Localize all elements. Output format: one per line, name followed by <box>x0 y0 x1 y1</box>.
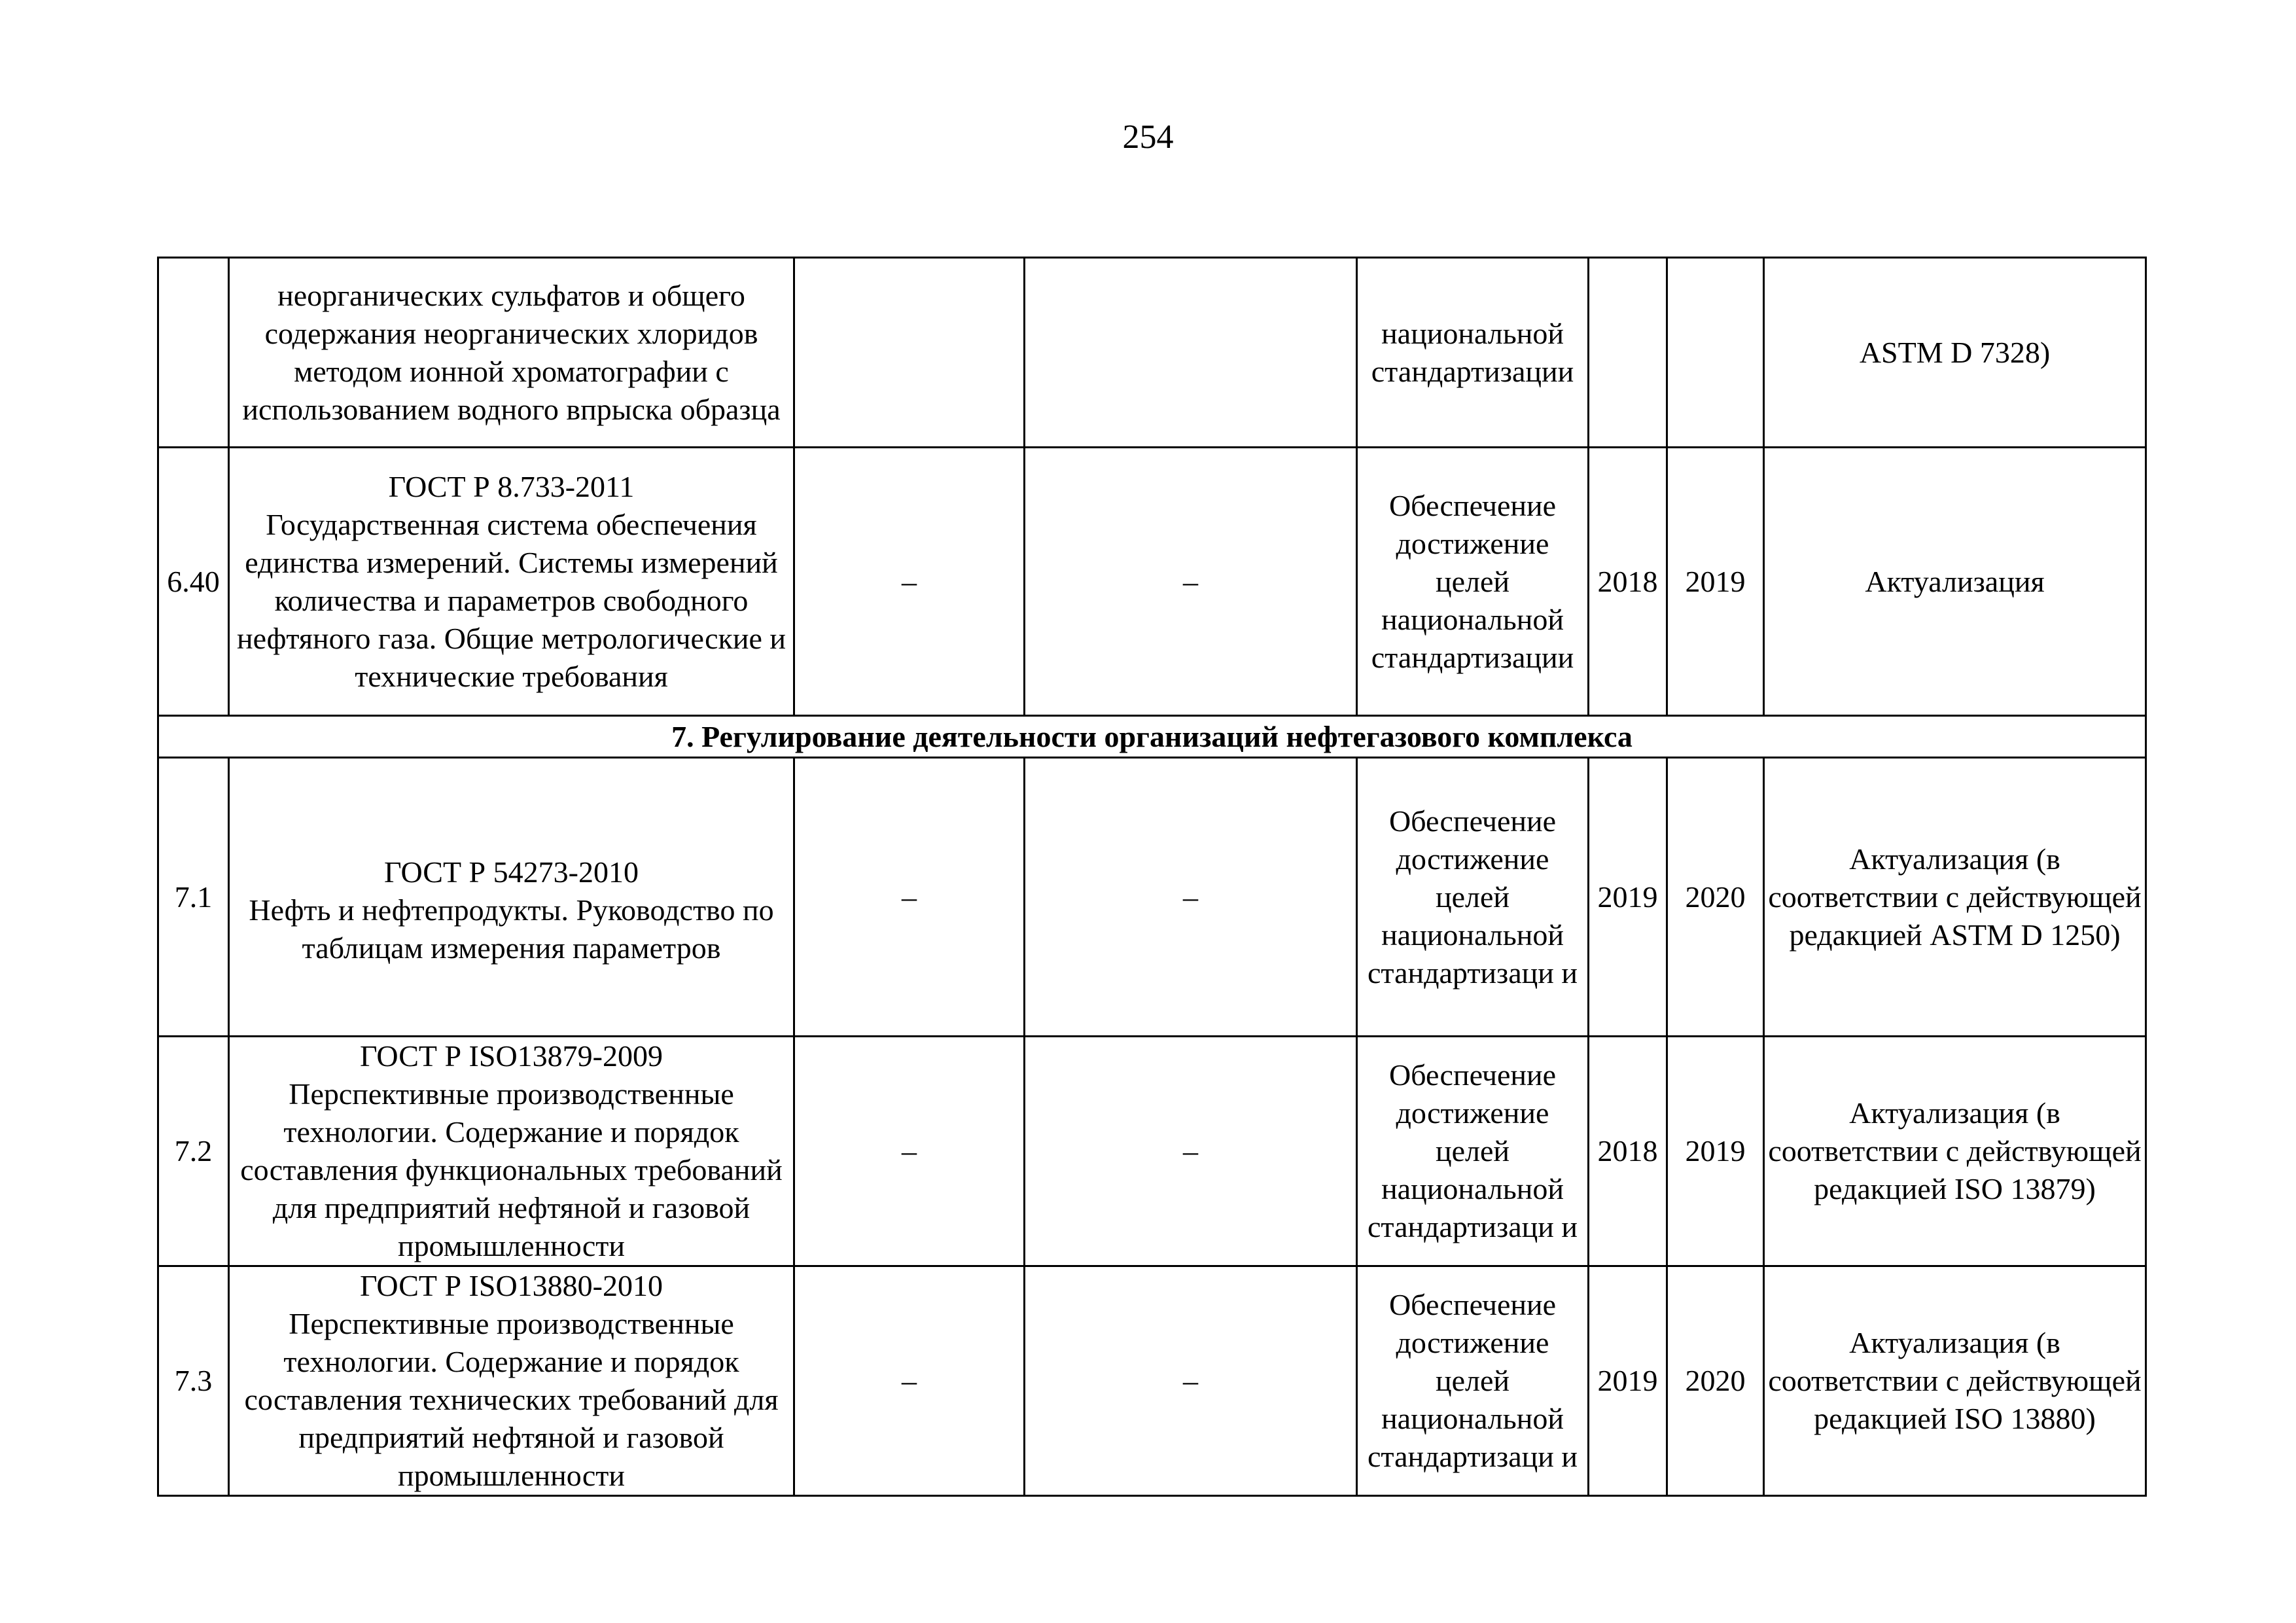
goal-cell: Обеспечение достижение целей национальной стандартизации <box>1357 448 1589 716</box>
standard-title-cell <box>229 448 794 716</box>
cell-col3 <box>794 258 1025 448</box>
table-row <box>158 758 2146 1037</box>
cell-col3: – <box>794 448 1025 716</box>
standard-title-cell <box>229 758 794 1037</box>
standard-title: неорганических сульфатов и общего содержания неорганических хлоридов методом ионной хроматографии с использованием водного впрыска образца <box>242 278 781 426</box>
cell-col3: – <box>794 758 1025 1037</box>
table-row <box>158 448 2146 716</box>
cell-col3: – <box>794 1266 1025 1496</box>
section-title: 7. Регулирование деятельности организаций нефтегазового комплекса <box>158 716 2146 758</box>
goal-cell: Обеспечение достижение целей национальной стандартизаци и <box>1357 758 1589 1037</box>
start-year-cell: 2019 <box>1589 758 1667 1037</box>
start-year-cell: 2019 <box>1589 1266 1667 1496</box>
page-number: 254 <box>1122 118 1174 156</box>
goal-cell: национальной стандартизации <box>1357 258 1589 448</box>
cell-col4: – <box>1025 448 1357 716</box>
note-cell: Актуализация <box>1764 448 2146 716</box>
standard-title: Нефть и нефтепродукты. Руководство по таблицам измерения параметров <box>249 893 774 965</box>
table-row <box>158 258 2146 448</box>
start-year-cell <box>1589 258 1667 448</box>
table-row <box>158 1266 2146 1496</box>
standard-title: Государственная система обеспечения единства измерений. Системы измерений количества и параметров свободного нефтяного газа. Общие метрологические и технические требования <box>237 507 786 693</box>
standard-code: ГОСТ Р ISO13879-2009 <box>359 1039 663 1073</box>
section-row <box>158 716 2146 758</box>
end-year-cell: 2019 <box>1667 448 1764 716</box>
cell-col4 <box>1025 258 1357 448</box>
standard-title: Перспективные производственные технологии. Содержание и порядок составления технических требований для предприятий нефтяной и газовой промышленности <box>244 1307 779 1492</box>
standard-code: ГОСТ Р ISO13880-2010 <box>359 1269 663 1302</box>
row-number-cell: 7.2 <box>158 1037 229 1266</box>
end-year-cell: 2019 <box>1667 1037 1764 1266</box>
note-cell: ASTM D 7328) <box>1764 258 2146 448</box>
row-number-cell: 7.1 <box>158 758 229 1037</box>
table-row <box>158 1037 2146 1266</box>
standards-table <box>157 257 2147 1497</box>
note-cell: Актуализация (в соответствии с действующей редакцией ISO 13880) <box>1764 1266 2146 1496</box>
row-number-cell: 7.3 <box>158 1266 229 1496</box>
cell-col4: – <box>1025 1266 1357 1496</box>
end-year-cell: 2020 <box>1667 758 1764 1037</box>
end-year-cell <box>1667 258 1764 448</box>
row-number-cell <box>158 258 229 448</box>
standard-title-cell <box>229 1037 794 1266</box>
standard-title: Перспективные производственные технологии. Содержание и порядок составления функциональных требований для предприятий нефтяной и газовой промышленности <box>240 1077 783 1262</box>
start-year-cell: 2018 <box>1589 448 1667 716</box>
cell-col3: – <box>794 1037 1025 1266</box>
cell-col4: – <box>1025 1037 1357 1266</box>
start-year-cell: 2018 <box>1589 1037 1667 1266</box>
note-cell: Актуализация (в соответствии с действующей редакцией ISO 13879) <box>1764 1037 2146 1266</box>
goal-cell: Обеспечение достижение целей национальной стандартизаци и <box>1357 1037 1589 1266</box>
standard-code: ГОСТ Р 54273-2010 <box>384 855 639 889</box>
note-cell: Актуализация (в соответствии с действующей редакцией ASTM D 1250) <box>1764 758 2146 1037</box>
end-year-cell: 2020 <box>1667 1266 1764 1496</box>
row-number-cell: 6.40 <box>158 448 229 716</box>
standard-title-cell <box>229 258 794 448</box>
goal-cell: Обеспечение достижение целей национальной стандартизаци и <box>1357 1266 1589 1496</box>
standard-title-cell <box>229 1266 794 1496</box>
standard-code: ГОСТ Р 8.733-2011 <box>388 469 635 503</box>
cell-col4: – <box>1025 758 1357 1037</box>
